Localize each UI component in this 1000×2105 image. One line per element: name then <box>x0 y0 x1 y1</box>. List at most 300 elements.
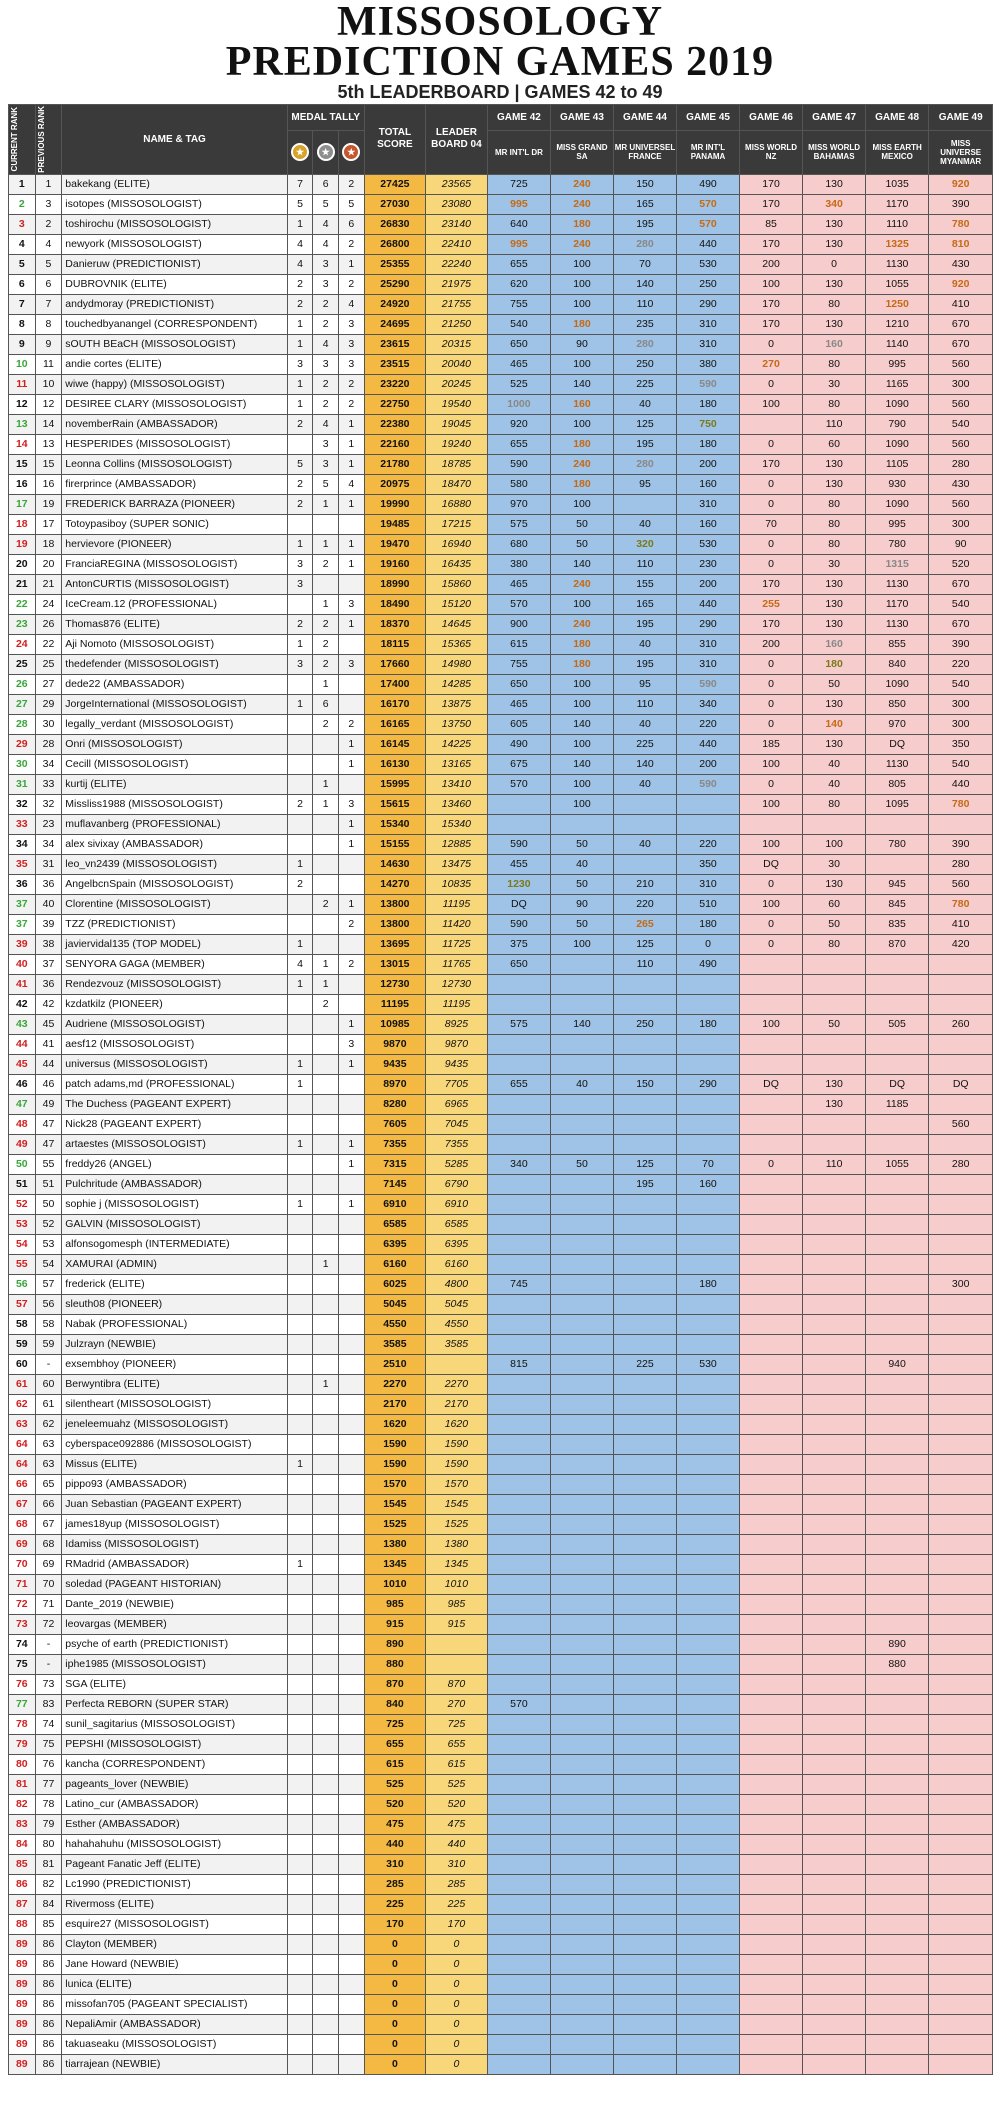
gold-count <box>287 1214 313 1234</box>
bronze-count <box>339 1394 365 1414</box>
cell-value: 840 <box>386 1698 404 1711</box>
game-42 <box>487 314 551 334</box>
cell-value: 80 <box>828 538 840 551</box>
silver-count <box>313 754 339 774</box>
game-43 <box>551 1394 614 1414</box>
cell-value: 86 <box>42 2018 55 2031</box>
game-45 <box>677 1534 740 1554</box>
game-43 <box>551 494 614 514</box>
cell-value: 0 <box>391 1958 398 1971</box>
bronze-count <box>339 1074 365 1094</box>
game-43 <box>551 454 614 474</box>
previous-rank <box>35 294 62 314</box>
cell-value: 995 <box>888 358 906 371</box>
game-45 <box>677 394 740 414</box>
game-44 <box>613 1514 677 1534</box>
total-score <box>364 1114 426 1134</box>
game-46 <box>739 834 803 854</box>
cell-value: 69 <box>15 1538 28 1551</box>
cell-value: 55 <box>15 1258 28 1271</box>
game-43 <box>551 1814 614 1834</box>
leaderboard-04-score <box>426 294 488 314</box>
cell-value: 43 <box>15 1018 28 1031</box>
leaderboard-04-score <box>426 754 488 774</box>
game-43 <box>551 814 614 834</box>
game-44 <box>613 1054 677 1074</box>
bronze-count <box>339 1214 365 1234</box>
silver-count <box>313 594 339 614</box>
cell-value: 210 <box>636 878 654 891</box>
header-game: GAME 48 <box>865 105 929 131</box>
game-44 <box>613 514 677 534</box>
bronze-count <box>339 1114 365 1134</box>
cell-value: 200 <box>699 758 717 771</box>
silver-count <box>313 1134 339 1154</box>
game-42 <box>487 174 551 194</box>
cell-value: 2170 <box>383 1398 407 1411</box>
silver-count <box>313 394 339 414</box>
previous-rank <box>35 2034 62 2054</box>
game-44 <box>613 1174 677 1194</box>
game-45 <box>677 1794 740 1814</box>
game-49 <box>929 694 993 714</box>
gold-count <box>287 1534 313 1554</box>
cell-value: 4 <box>322 218 329 231</box>
current-rank <box>9 554 36 574</box>
cell-value: 8 <box>45 318 52 331</box>
cell-value: 240 <box>573 238 591 251</box>
game-46 <box>739 1914 803 1934</box>
cell-value: 7705 <box>444 1078 469 1091</box>
gold-count <box>287 1254 313 1274</box>
cell-value: 20040 <box>441 358 471 371</box>
cell-value: 19540 <box>441 398 471 411</box>
leaderboard-04-score <box>426 1074 488 1094</box>
previous-rank <box>35 1934 62 1954</box>
table-row <box>9 654 993 674</box>
cell-value: 140 <box>573 558 591 571</box>
leaderboard-04-score <box>426 1694 488 1714</box>
game-43 <box>551 954 614 974</box>
current-rank <box>9 714 36 734</box>
cell-value: 22380 <box>380 418 410 431</box>
game-45 <box>677 1414 740 1434</box>
gold-count <box>287 1554 313 1574</box>
game-42 <box>487 1374 551 1394</box>
bronze-count <box>339 394 365 414</box>
cell-value: 31 <box>15 778 28 791</box>
gold-count <box>287 1294 313 1314</box>
game-48 <box>865 1894 929 1914</box>
cell-value: 1130 <box>885 618 909 631</box>
game-47 <box>803 1534 866 1554</box>
cell-value: 50 <box>576 838 588 851</box>
current-rank <box>9 1014 36 1034</box>
player-name <box>62 174 288 194</box>
cell-value: 1035 <box>885 178 909 191</box>
game-47 <box>803 1674 866 1694</box>
game-45 <box>677 1214 740 1234</box>
player-name <box>62 2034 288 2054</box>
cell-value: 80 <box>15 1758 28 1771</box>
game-46 <box>739 1314 803 1334</box>
cell-value: 540 <box>951 418 970 431</box>
silver-count <box>313 694 339 714</box>
cell-value: 3585 <box>383 1338 407 1351</box>
cell-value: 8970 <box>383 1078 407 1091</box>
player-name <box>62 254 288 274</box>
silver-count <box>313 1954 339 1974</box>
current-rank <box>9 834 36 854</box>
previous-rank <box>35 1914 62 1934</box>
table-row <box>9 294 993 314</box>
game-45 <box>677 1434 740 1454</box>
gold-count <box>287 1014 313 1034</box>
cell-value: 880 <box>386 1658 404 1671</box>
game-47 <box>803 1894 866 1914</box>
cell-value: - <box>46 1638 51 1651</box>
game-43 <box>551 434 614 454</box>
cell-value: PEPSHI (MISSOSOLOGIST) <box>65 1738 202 1751</box>
cell-value: 86 <box>42 1978 55 1991</box>
current-rank <box>9 314 36 334</box>
cell-value: 19470 <box>380 538 410 551</box>
cell-value: 680 <box>510 538 528 551</box>
leaderboard-04-score <box>426 234 488 254</box>
game-44 <box>613 314 677 334</box>
cell-value: 340 <box>510 1158 528 1171</box>
total-score <box>364 514 426 534</box>
game-43 <box>551 894 614 914</box>
cell-value: 650 <box>510 678 528 691</box>
current-rank <box>9 234 36 254</box>
cell-value: 0 <box>453 1938 460 1951</box>
leaderboard-04-score <box>426 1554 488 1574</box>
total-score <box>364 1994 426 2014</box>
bronze-count <box>339 834 365 854</box>
game-48 <box>865 754 929 774</box>
bronze-count <box>339 1494 365 1514</box>
cell-value: 110 <box>825 418 843 431</box>
previous-rank <box>35 1254 62 1274</box>
game-49 <box>929 1254 993 1274</box>
cell-value: DQ <box>763 858 779 871</box>
cell-value: 26830 <box>380 218 410 231</box>
game-43 <box>551 1934 614 1954</box>
game-49 <box>929 214 993 234</box>
cell-value: 440 <box>699 598 717 611</box>
cell-value: 30 <box>15 758 28 771</box>
game-42 <box>487 214 551 234</box>
game-46 <box>739 2014 803 2034</box>
cell-value: 10835 <box>441 878 471 891</box>
game-45 <box>677 574 740 594</box>
bronze-count <box>339 1834 365 1854</box>
cell-value: 7045 <box>444 1118 469 1131</box>
game-47 <box>803 1334 866 1354</box>
table-row <box>9 1714 993 1734</box>
game-49 <box>929 1054 993 1074</box>
game-49 <box>929 1834 993 1854</box>
cell-value: 2 <box>322 998 329 1011</box>
silver-count <box>313 1934 339 1954</box>
previous-rank <box>35 1494 62 1514</box>
cell-value: 970 <box>888 718 906 731</box>
cell-value: 3 <box>18 218 25 231</box>
cell-value: 22410 <box>441 238 471 251</box>
previous-rank <box>35 554 62 574</box>
game-42 <box>487 754 551 774</box>
cell-value: 5285 <box>444 1158 469 1171</box>
cell-value: 2 <box>297 798 304 811</box>
game-44 <box>613 874 677 894</box>
game-49 <box>929 2054 993 2074</box>
player-name <box>62 554 288 574</box>
cell-value: XAMURAI (ADMIN) <box>65 1258 157 1271</box>
game-45 <box>677 1894 740 1914</box>
cell-value: 44 <box>15 1038 28 1051</box>
cell-value: 6585 <box>383 1218 407 1231</box>
total-score <box>364 494 426 514</box>
total-score <box>364 1534 426 1554</box>
cell-value: 560 <box>951 398 970 411</box>
game-47 <box>803 834 866 854</box>
game-43 <box>551 854 614 874</box>
silver-count <box>313 474 339 494</box>
silver-count <box>313 814 339 834</box>
cell-value: aesf12 (MISSOSOLOGIST) <box>65 1038 195 1051</box>
game-42 <box>487 1274 551 1294</box>
game-45 <box>677 914 740 934</box>
header-total-score: TOTAL SCORE <box>364 105 426 175</box>
current-rank <box>9 1434 36 1454</box>
cell-value: 69 <box>42 1558 55 1571</box>
cell-value: 280 <box>951 1158 970 1171</box>
cell-value: 200 <box>699 458 717 471</box>
previous-rank <box>35 334 62 354</box>
cell-value: 26 <box>15 678 28 691</box>
silver-count <box>313 1194 339 1214</box>
game-42 <box>487 1074 551 1094</box>
game-43 <box>551 934 614 954</box>
game-46 <box>739 894 803 914</box>
cell-value: 5045 <box>444 1298 469 1311</box>
previous-rank <box>35 1534 62 1554</box>
game-49 <box>929 274 993 294</box>
cell-value: 20 <box>42 558 55 571</box>
table-row <box>9 754 993 774</box>
gold-count <box>287 1814 313 1834</box>
silver-count <box>313 1514 339 1534</box>
silver-count <box>313 614 339 634</box>
gold-count <box>287 1794 313 1814</box>
silver-count <box>313 1794 339 1814</box>
player-name <box>62 1154 288 1174</box>
cell-value: 40 <box>576 1078 588 1091</box>
player-name <box>62 974 288 994</box>
total-score <box>364 834 426 854</box>
cell-value: 270 <box>762 358 780 371</box>
previous-rank <box>35 1274 62 1294</box>
cell-value: tiarrajean (NEWBIE) <box>65 2058 161 2071</box>
silver-count <box>313 1454 339 1474</box>
game-42 <box>487 554 551 574</box>
cell-value: 1 <box>297 378 304 391</box>
cell-value: 39 <box>15 938 28 951</box>
cell-value: wiwe (happy) (MISSOSOLOGIST) <box>65 378 225 391</box>
total-score <box>364 1894 426 1914</box>
game-48 <box>865 614 929 634</box>
table-row <box>9 174 993 194</box>
game-42 <box>487 1114 551 1134</box>
cell-value: jeneleemuahz (MISSOSOLOGIST) <box>65 1418 229 1431</box>
cell-value: 18115 <box>380 638 410 651</box>
cell-value: thedefender (MISSOSOLOGIST) <box>65 658 219 671</box>
game-48 <box>865 734 929 754</box>
cell-value: 140 <box>636 758 654 771</box>
game-47 <box>803 854 866 874</box>
game-46 <box>739 874 803 894</box>
silver-count <box>313 1394 339 1414</box>
game-46 <box>739 1194 803 1214</box>
silver-count <box>313 254 339 274</box>
player-name <box>62 354 288 374</box>
player-name <box>62 434 288 454</box>
cell-value: 18 <box>15 518 28 531</box>
total-score <box>364 394 426 414</box>
current-rank <box>9 1354 36 1374</box>
leaderboard-04-score <box>426 554 488 574</box>
game-44 <box>613 554 677 574</box>
game-46 <box>739 1474 803 1494</box>
current-rank <box>9 1054 36 1074</box>
total-score <box>364 1854 426 1874</box>
cell-value: 1 <box>297 318 304 331</box>
game-48 <box>865 454 929 474</box>
cell-value: 57 <box>15 1298 28 1311</box>
current-rank <box>9 1534 36 1554</box>
table-row <box>9 314 993 334</box>
game-49 <box>929 754 993 774</box>
total-score <box>364 314 426 334</box>
bronze-count <box>339 1574 365 1594</box>
previous-rank <box>35 1354 62 1374</box>
table-row <box>9 1834 993 1854</box>
cell-value: 100 <box>762 838 780 851</box>
table-row <box>9 494 993 514</box>
game-48 <box>865 934 929 954</box>
gold-count <box>287 394 313 414</box>
current-rank <box>9 1814 36 1834</box>
cell-value: 1 <box>322 1378 329 1391</box>
cell-value: 32 <box>42 798 55 811</box>
cell-value: 1 <box>297 858 304 871</box>
cell-value: 100 <box>573 298 591 311</box>
cell-value: 155 <box>636 578 654 591</box>
cell-value: 440 <box>386 1838 404 1851</box>
game-44 <box>613 1914 677 1934</box>
leaderboard-04-score <box>426 1254 488 1274</box>
cell-value: 19240 <box>441 438 471 451</box>
current-rank <box>9 1174 36 1194</box>
cell-value: 21975 <box>441 278 471 291</box>
cell-value: 6160 <box>383 1258 407 1271</box>
previous-rank <box>35 1114 62 1134</box>
player-name <box>62 854 288 874</box>
game-42 <box>487 934 551 954</box>
game-48 <box>865 674 929 694</box>
cell-value: 2 <box>348 958 355 971</box>
cell-value: 55 <box>42 1158 55 1171</box>
gold-count <box>287 974 313 994</box>
bronze-count <box>339 514 365 534</box>
cell-value: 23515 <box>380 358 410 371</box>
cell-value: 1 <box>297 978 304 991</box>
game-48 <box>865 1854 929 1874</box>
game-44 <box>613 954 677 974</box>
game-47 <box>803 634 866 654</box>
cell-value: 835 <box>888 918 906 931</box>
cell-value: 985 <box>386 1598 404 1611</box>
leaderboard-04-score <box>426 1434 488 1454</box>
game-47 <box>803 1414 866 1434</box>
cell-value: 13 <box>42 438 55 451</box>
previous-rank <box>35 794 62 814</box>
cell-value: 50 <box>42 1198 55 1211</box>
cell-value: 23080 <box>441 198 471 211</box>
cell-value: 61 <box>42 1398 55 1411</box>
silver-count <box>313 1994 339 2014</box>
cell-value: 780 <box>951 218 970 231</box>
cell-value: Onri (MISSOSOLOGIST) <box>65 738 183 751</box>
game-46 <box>739 1294 803 1314</box>
game-49 <box>929 1914 993 1934</box>
game-49 <box>929 1494 993 1514</box>
total-score <box>364 734 426 754</box>
cell-value: 25290 <box>380 278 410 291</box>
cell-value: 9870 <box>383 1038 407 1051</box>
cell-value: 1105 <box>885 458 909 471</box>
bronze-count <box>339 754 365 774</box>
cell-value: 17 <box>15 498 28 511</box>
game-48 <box>865 894 929 914</box>
game-45 <box>677 234 740 254</box>
game-43 <box>551 1714 614 1734</box>
total-score <box>364 1674 426 1694</box>
gold-count <box>287 234 313 254</box>
leaderboard-04-score <box>426 1154 488 1174</box>
cell-value: 0 <box>768 658 774 671</box>
cell-value: 100 <box>762 798 780 811</box>
game-43 <box>551 2054 614 2074</box>
header-game: GAME 44 <box>613 105 677 131</box>
subtitle: 5th LEADERBOARD | GAMES 42 to 49 <box>337 82 663 102</box>
cell-value: 60 <box>828 898 840 911</box>
game-49 <box>929 1534 993 1554</box>
cell-value: 28 <box>15 718 28 731</box>
cell-value: 180 <box>573 438 591 451</box>
cell-value: 280 <box>636 238 654 251</box>
cell-value: Lc1990 (PREDICTIONIST) <box>65 1878 191 1891</box>
game-49 <box>929 514 993 534</box>
game-42 <box>487 1534 551 1554</box>
cell-value: 725 <box>386 1718 404 1731</box>
leaderboard-04-score <box>426 2054 488 2074</box>
game-46 <box>739 1074 803 1094</box>
cell-value: 265 <box>636 918 654 931</box>
cell-value: 30 <box>828 858 840 871</box>
cell-value: 1130 <box>885 758 909 771</box>
